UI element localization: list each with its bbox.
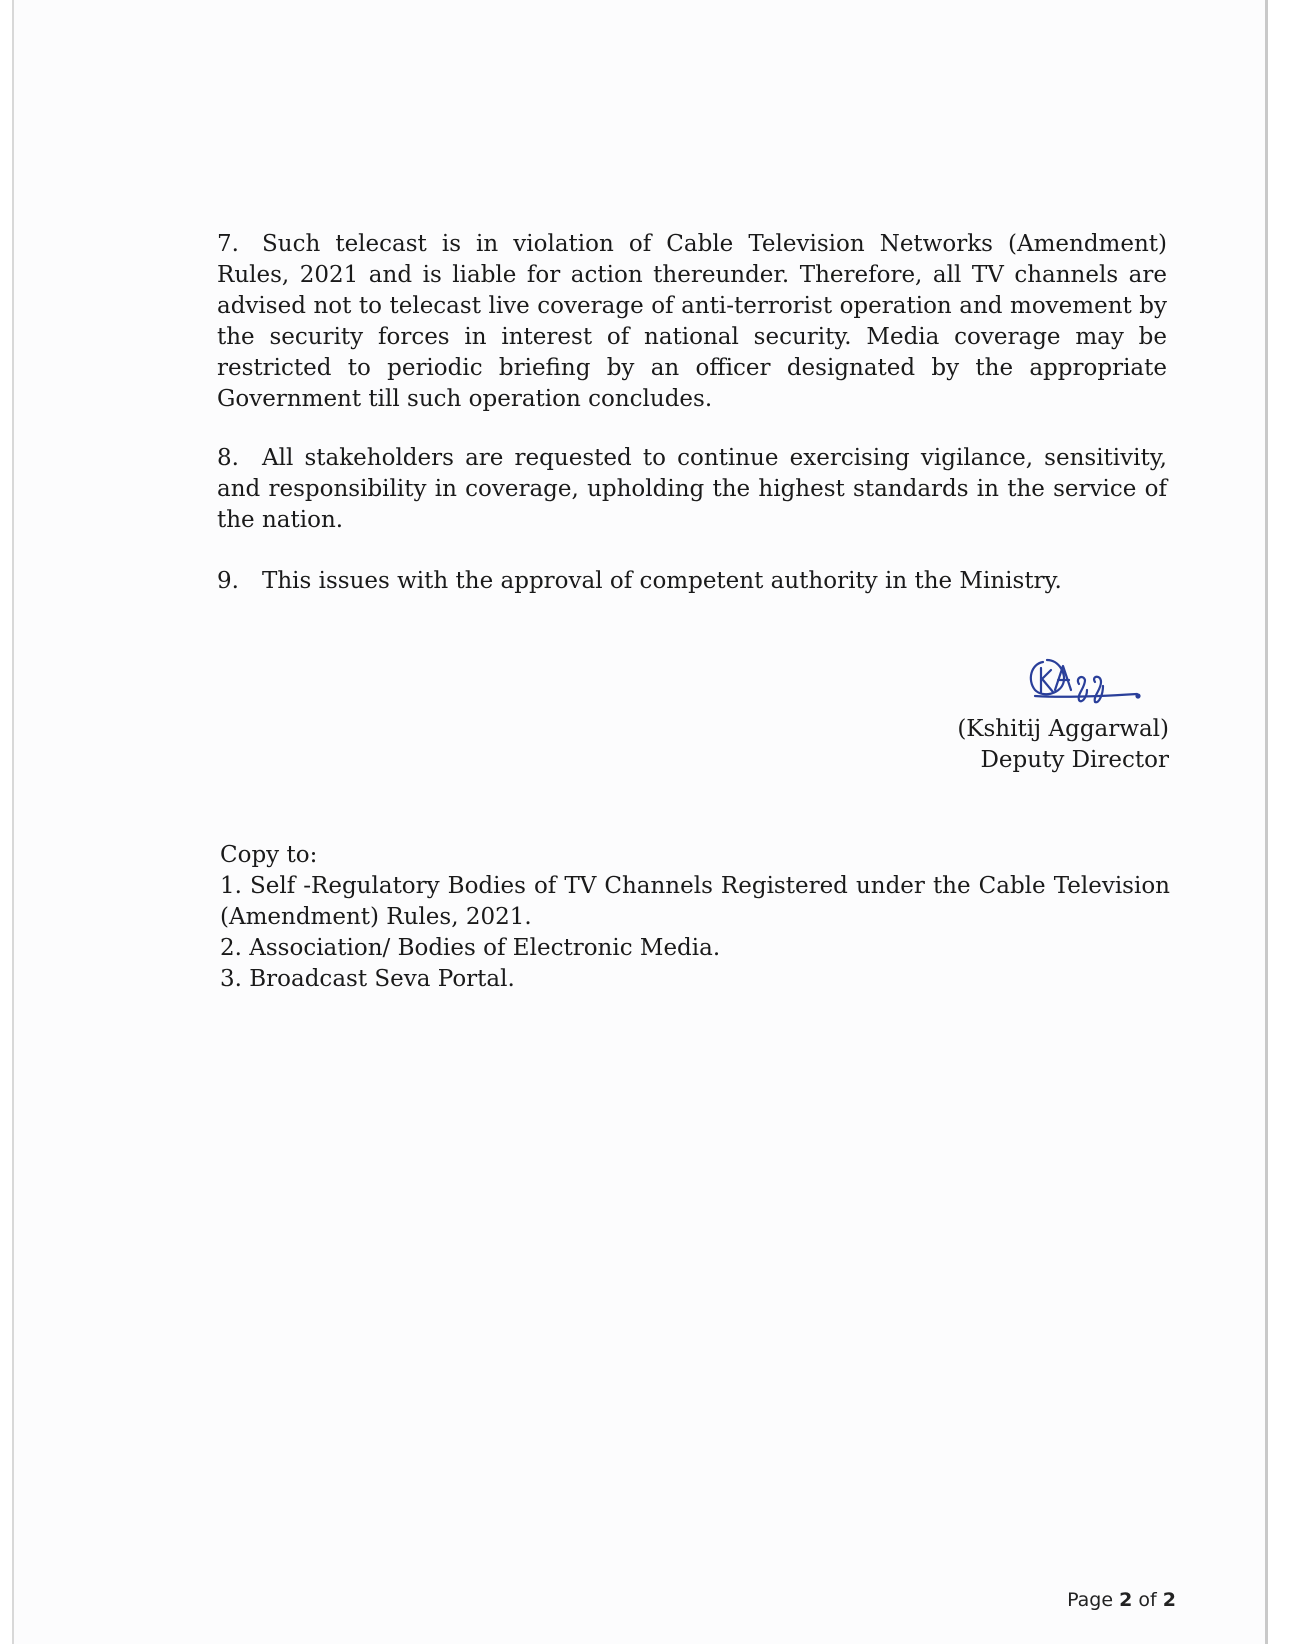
- copy-to-item: 3. Broadcast Seva Portal.: [220, 966, 515, 992]
- copy-to-item: 1. Self -Regulatory Bodies of TV Channels Registered under the Cable Television (Amendment) Rules, 2021.: [220, 873, 1170, 930]
- page-word: Page: [1067, 1589, 1114, 1611]
- current-page: 2: [1119, 1589, 1133, 1611]
- page-edge: [1268, 0, 1290, 1644]
- paragraph-9-text: This issues with the approval of competent authority in the Ministry.: [262, 568, 1062, 594]
- paragraph-8-text: All stakeholders are requested to continue exercising vigilance, sensitivity, and responsibility in coverage, upholding the highest standards in the service of the nation.: [217, 445, 1167, 533]
- signatory-designation: Deputy Director: [980, 747, 1169, 773]
- paragraph-9: [217, 566, 1167, 597]
- paragraph-7-number: 7.: [217, 231, 239, 257]
- copy-to-heading: Copy to:: [220, 842, 318, 868]
- paragraph-9-number: 9.: [217, 568, 239, 594]
- copy-to-item: 2. Association/ Bodies of Electronic Media.: [220, 935, 721, 961]
- total-pages: 2: [1162, 1589, 1176, 1611]
- paragraph-7-text: Such telecast is in violation of Cable Television Networks (Amendment) Rules, 2021 and is liable for action thereunder. Therefore, all TV channels are advised not to telecast live coverage of anti-terrorist operation and movement by the security forces in interest of national security. Media coverage may be restricted to periodic briefing by an officer designated by the appropriate Government till such operation concludes.: [217, 231, 1167, 412]
- copy-to-section: [220, 840, 1170, 995]
- handwritten-signature: [1025, 650, 1145, 710]
- paragraph-8: [217, 443, 1167, 536]
- page-number: [1067, 1589, 1176, 1611]
- signatory-name: (Kshitij Aggarwal): [957, 716, 1169, 742]
- paragraph-8-number: 8.: [217, 445, 239, 471]
- paragraph-7: [217, 229, 1167, 415]
- of-word: of: [1138, 1589, 1157, 1611]
